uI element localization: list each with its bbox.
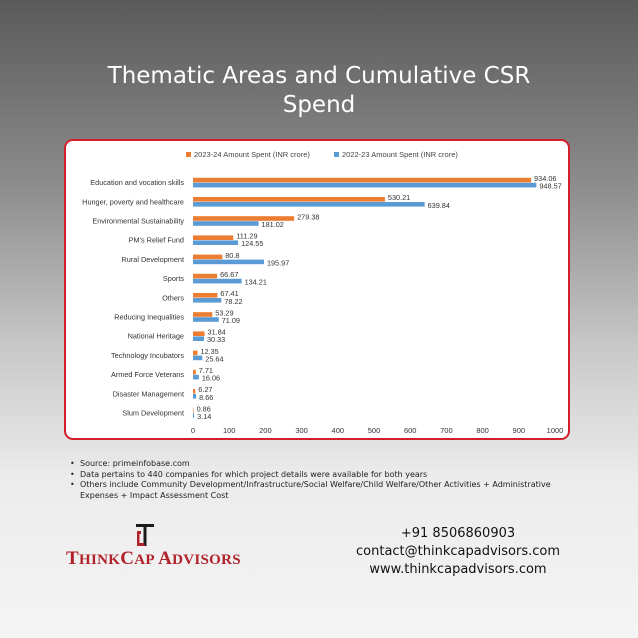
data-label-2022-23-pm-s-relief-fund: 124.55: [241, 239, 264, 249]
bar-2022-23-national-heritage: [193, 336, 204, 341]
title-line-2: Spend: [282, 92, 356, 118]
x-tick-label-100: 100: [222, 426, 236, 435]
bar-2023-24-national-heritage: [193, 331, 205, 336]
bar-2022-23-environmental-sustainability: [193, 221, 259, 226]
bar-2022-23-hunger-poverty-and-healthcare: [193, 202, 425, 207]
bar-2023-24-rural-development: [193, 255, 222, 260]
data-label-2023-24-rural-development: 80.8: [225, 250, 240, 260]
data-label-2022-23-disaster-management: 8.66: [199, 392, 214, 402]
bar-2023-24-disaster-management: [193, 389, 195, 394]
x-tick-label-700: 700: [440, 426, 453, 435]
x-tick-label-200: 200: [259, 426, 272, 435]
bar-chart: [66, 141, 567, 437]
bar-2022-23-education-and-vocation-skills: [193, 183, 536, 188]
category-label-education-and-vocation-skills: Education and vocation skills: [90, 178, 184, 188]
category-label-armed-force-veterans: Armed Force Veterans: [110, 370, 184, 380]
logo-mark-icon: [134, 523, 156, 547]
x-tick-label-300: 300: [295, 426, 308, 435]
notes-list: [70, 459, 590, 501]
bar-2023-24-slum-development: [193, 408, 194, 413]
bar-2023-24-armed-force-veterans: [193, 370, 196, 375]
note-item: • Data pertains to 440 companies for which project details were available for both years: [70, 469, 428, 479]
bar-2022-23-technology-incubators: [193, 356, 202, 361]
chart-card: [64, 139, 570, 440]
bar-2023-24-hunger-poverty-and-healthcare: [193, 197, 385, 202]
category-label-pm-s-relief-fund: PM's Relief Fund: [128, 235, 184, 245]
data-label-2023-24-national-heritage: 31.84: [207, 327, 226, 337]
data-label-2023-24-slum-development: 0.86: [196, 404, 211, 414]
x-tick-label-0: 0: [190, 426, 196, 435]
category-label-sports: Sports: [162, 274, 184, 284]
x-tick-label-500: 500: [367, 426, 381, 435]
x-tick-label-1000: 1000: [546, 426, 564, 435]
x-tick-label-400: 400: [331, 426, 345, 435]
category-label-technology-incubators: Technology Incubators: [110, 350, 184, 360]
data-label-2023-24-education-and-vocation-skills: 934.06: [534, 174, 557, 183]
category-label-reducing-inequalities: Reducing Inequalities: [114, 312, 184, 322]
data-label-2023-24-sports: 66.67: [220, 270, 239, 279]
category-label-slum-development: Slum Development: [122, 408, 184, 418]
bar-2022-23-reducing-inequalities: [193, 317, 219, 322]
data-label-2023-24-pm-s-relief-fund: 111.29: [236, 231, 258, 241]
data-label-2023-24-armed-force-veterans: 7.71: [198, 366, 213, 375]
note-item: • Others include Community Development/Infrastructure/Social Welfare/Child Welfare/Other Activities + Administrative Expenses + Impact Assessment Cost: [70, 480, 590, 501]
bar-2022-23-disaster-management: [193, 394, 196, 399]
data-label-2023-24-reducing-inequalities: 53.29: [215, 308, 234, 318]
note-others-definition: Others include Community Development/Infrastructure/Social Welfare/Child Welfare/Other Activities + Administrative Expenses + Impact Assessment Cost: [80, 480, 551, 500]
bar-2022-23-slum-development: [193, 413, 194, 418]
category-label-rural-development: Rural Development: [121, 254, 184, 264]
category-label-disaster-management: Disaster Management: [112, 389, 184, 399]
bar-2022-23-rural-development: [193, 260, 264, 265]
category-label-others: Others: [162, 293, 184, 303]
x-tick-label-600: 600: [403, 426, 417, 435]
bar-2022-23-sports: [193, 279, 242, 284]
contact-phone[interactable]: +91 8506860903: [400, 526, 516, 541]
data-label-2022-23-reducing-inequalities: 71.09: [221, 316, 241, 325]
data-label-2022-23-environmental-sustainability: 181.02: [261, 220, 284, 229]
page-title: [0, 62, 638, 120]
note-source: Source: primeinfobase.com: [80, 459, 190, 468]
legend-label-2022-23: 2022-23 Amount Spent (INR crore): [342, 150, 458, 159]
data-label-2023-24-environmental-sustainability: 279.38: [297, 212, 320, 222]
category-label-national-heritage: National Heritage: [127, 331, 184, 341]
data-label-2022-23-technology-incubators: 25.64: [205, 354, 224, 364]
data-label-2022-23-slum-development: 3.14: [197, 412, 212, 421]
bar-2023-24-others: [193, 293, 217, 298]
thinkcap-logo: [66, 523, 241, 569]
data-label-2023-24-hunger-poverty-and-healthcare: 530.21: [387, 193, 411, 203]
contact-block: [356, 525, 560, 579]
note-data-scope: Data pertains to 440 companies for which project details were available for both years: [80, 469, 428, 479]
data-label-2022-23-armed-force-veterans: 16.06: [201, 373, 221, 383]
title-line-1: Thematic Areas and Cumulative CSR: [107, 63, 531, 89]
contact-website[interactable]: www.thinkcapadvisors.com: [369, 562, 547, 577]
bar-2022-23-pm-s-relief-fund: [193, 240, 238, 245]
data-label-2022-23-hunger-poverty-and-healthcare: 639.84: [427, 200, 450, 210]
contact-email[interactable]: contact@thinkcapadvisors.com: [356, 544, 560, 559]
bar-2023-24-reducing-inequalities: [193, 312, 212, 317]
data-label-2022-23-rural-development: 195.97: [266, 258, 290, 268]
data-label-2022-23-others: 78.22: [224, 296, 243, 306]
data-label-2022-23-national-heritage: 30.33: [206, 335, 226, 345]
category-label-hunger-poverty-and-healthcare: Hunger, poverty and healthcare: [82, 197, 184, 207]
bar-2023-24-technology-incubators: [193, 351, 197, 356]
logo-wordmark: THINKCAP ADVISORS: [66, 548, 241, 569]
data-label-2023-24-others: 67.41: [220, 289, 239, 299]
category-label-environmental-sustainability: Environmental Sustainability: [92, 216, 184, 226]
bar-2023-24-pm-s-relief-fund: [193, 235, 233, 240]
bar-2023-24-education-and-vocation-skills: [193, 178, 531, 183]
data-label-2023-24-technology-incubators: 12.35: [200, 346, 219, 356]
note-item: • Source: primeinfobase.com: [70, 459, 190, 468]
data-label-2023-24-disaster-management: 6.27: [198, 385, 213, 395]
data-label-2022-23-sports: 134.21: [244, 277, 267, 287]
bar-2023-24-sports: [193, 274, 217, 279]
legend-label-2023-24: 2023-24 Amount Spent (INR crore): [194, 150, 310, 159]
x-tick-label-900: 900: [512, 426, 526, 435]
data-label-2022-23-education-and-vocation-skills: 948.57: [539, 181, 562, 191]
bar-2022-23-armed-force-veterans: [193, 375, 199, 380]
bar-2022-23-others: [193, 298, 221, 303]
x-tick-label-800: 800: [476, 426, 489, 435]
